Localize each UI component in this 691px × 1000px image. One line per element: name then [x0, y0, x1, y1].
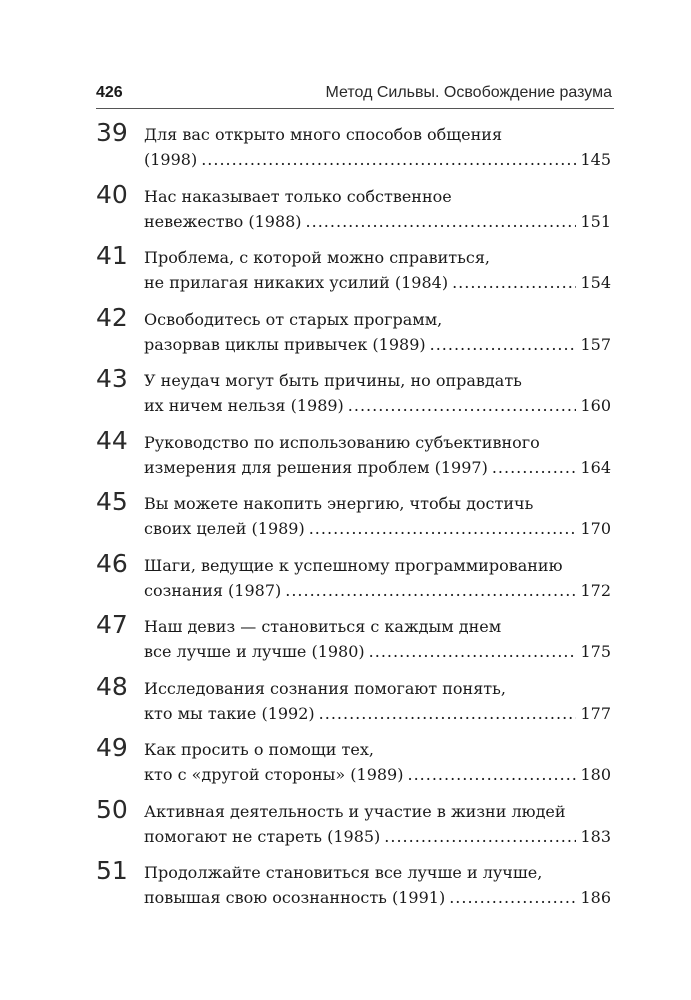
chapter-number: 47 — [96, 610, 128, 639]
chapter-page: 160 — [580, 396, 611, 415]
chapter-page: 172 — [580, 580, 611, 600]
chapter-title-line2: все лучше и лучше (1980) — [144, 642, 365, 661]
chapter-title-line2: помогают не стареть (1985) — [144, 826, 381, 846]
chapter-page: 180 — [580, 765, 611, 784]
toc-entry[interactable] — [96, 426, 611, 488]
toc-entry[interactable] — [96, 180, 611, 242]
chapter-title-line1: Для вас открыто много способов общения — [144, 125, 503, 144]
chapter-number: 39 — [96, 118, 128, 147]
chapter-page: 170 — [580, 519, 611, 538]
chapter-page: 154 — [580, 273, 611, 292]
chapter-title-line1: Продолжайте становиться все лучше и лучше, — [144, 863, 543, 882]
chapter-title-line2: разорвав циклы привычек (1989) — [144, 334, 426, 354]
chapter-title-line1: Активная деятельность и участие в жизни людей — [144, 801, 566, 821]
chapter-page: 175 — [580, 642, 611, 661]
leader-dots — [407, 762, 576, 787]
chapter-title-line1: Как просить о помощи тех, — [144, 740, 374, 759]
chapter-number: 51 — [96, 856, 128, 885]
toc-entry[interactable] — [96, 672, 611, 734]
toc-entry[interactable] — [96, 549, 611, 611]
toc-entry[interactable] — [96, 856, 611, 918]
leader-dots — [449, 885, 576, 910]
chapter-page: 177 — [580, 703, 611, 723]
leader-dots — [306, 209, 577, 234]
chapter-number: 45 — [96, 487, 128, 516]
toc-entry[interactable] — [96, 241, 611, 303]
table-of-contents — [96, 118, 611, 918]
leader-dots — [319, 701, 577, 726]
chapter-number: 41 — [96, 241, 128, 270]
chapter-title-line2: не прилагая никаких усилий (1984) — [144, 273, 449, 292]
toc-entry[interactable] — [96, 118, 611, 180]
chapter-title-line1: Вы можете накопить энергию, чтобы достичь — [144, 494, 534, 513]
chapter-title-line1: Наш девиз — становиться с каждым днем — [144, 617, 502, 636]
leader-dots — [285, 578, 576, 603]
running-header — [96, 80, 614, 109]
leader-dots — [201, 147, 576, 172]
chapter-title-line2: своих целей (1989) — [144, 519, 305, 538]
chapter-title-line1: У неудач могут быть причины, но оправдать — [144, 371, 522, 390]
page-number: 426 — [96, 84, 123, 101]
chapter-title-line2: повышая свою осознанность (1991) — [144, 888, 446, 907]
chapter-title-line1: Руководство по использованию субъективного — [144, 432, 540, 452]
leader-dots — [348, 393, 577, 418]
leader-dots — [384, 824, 576, 849]
chapter-page: 183 — [580, 826, 611, 846]
chapter-number: 49 — [96, 733, 128, 762]
chapter-title-line1: Проблема, с которой можно справиться, — [144, 248, 490, 267]
chapter-title-line2: их ничем нельзя (1989) — [144, 396, 344, 415]
chapter-title-line2: (1998) — [144, 150, 198, 169]
chapter-page: 186 — [580, 888, 611, 907]
chapter-page: 164 — [580, 457, 611, 477]
chapter-page: 157 — [580, 334, 611, 354]
leader-dots — [309, 516, 577, 541]
leader-dots — [369, 639, 577, 664]
chapter-title-line2: сознания (1987) — [144, 580, 282, 600]
chapter-title-line2: измерения для решения проблем (1997) — [144, 457, 488, 477]
toc-entry[interactable] — [96, 795, 611, 857]
chapter-title-line1: Шаги, ведущие к успешному программированию — [144, 555, 563, 575]
chapter-number: 46 — [96, 548, 128, 578]
leader-dots — [430, 332, 577, 357]
leader-dots — [452, 270, 576, 295]
chapter-title-line2: кто мы такие (1992) — [144, 703, 315, 723]
toc-entry[interactable] — [96, 487, 611, 549]
chapter-number: 48 — [96, 671, 128, 701]
chapter-number: 50 — [96, 794, 128, 824]
toc-entry[interactable] — [96, 364, 611, 426]
toc-entry[interactable] — [96, 303, 611, 365]
chapter-title-line1: Исследования сознания помогают понять, — [144, 678, 506, 698]
toc-entry[interactable] — [96, 610, 611, 672]
chapter-title-line2: невежество (1988) — [144, 211, 302, 231]
chapter-title-line1: Нас наказывает только собственное — [144, 186, 452, 206]
book-title: Метод Сильвы. Освобождение разума — [325, 84, 612, 101]
leader-dots — [492, 455, 577, 480]
chapter-page: 151 — [580, 211, 611, 231]
chapter-number: 43 — [96, 364, 128, 393]
chapter-title-line2: кто с «другой стороны» (1989) — [144, 765, 404, 784]
chapter-number: 40 — [96, 179, 128, 209]
chapter-page: 145 — [580, 150, 611, 169]
chapter-number: 44 — [96, 425, 128, 455]
toc-entry[interactable] — [96, 733, 611, 795]
chapter-title-line1: Освободитесь от старых программ, — [144, 309, 443, 329]
chapter-number: 42 — [96, 302, 128, 332]
